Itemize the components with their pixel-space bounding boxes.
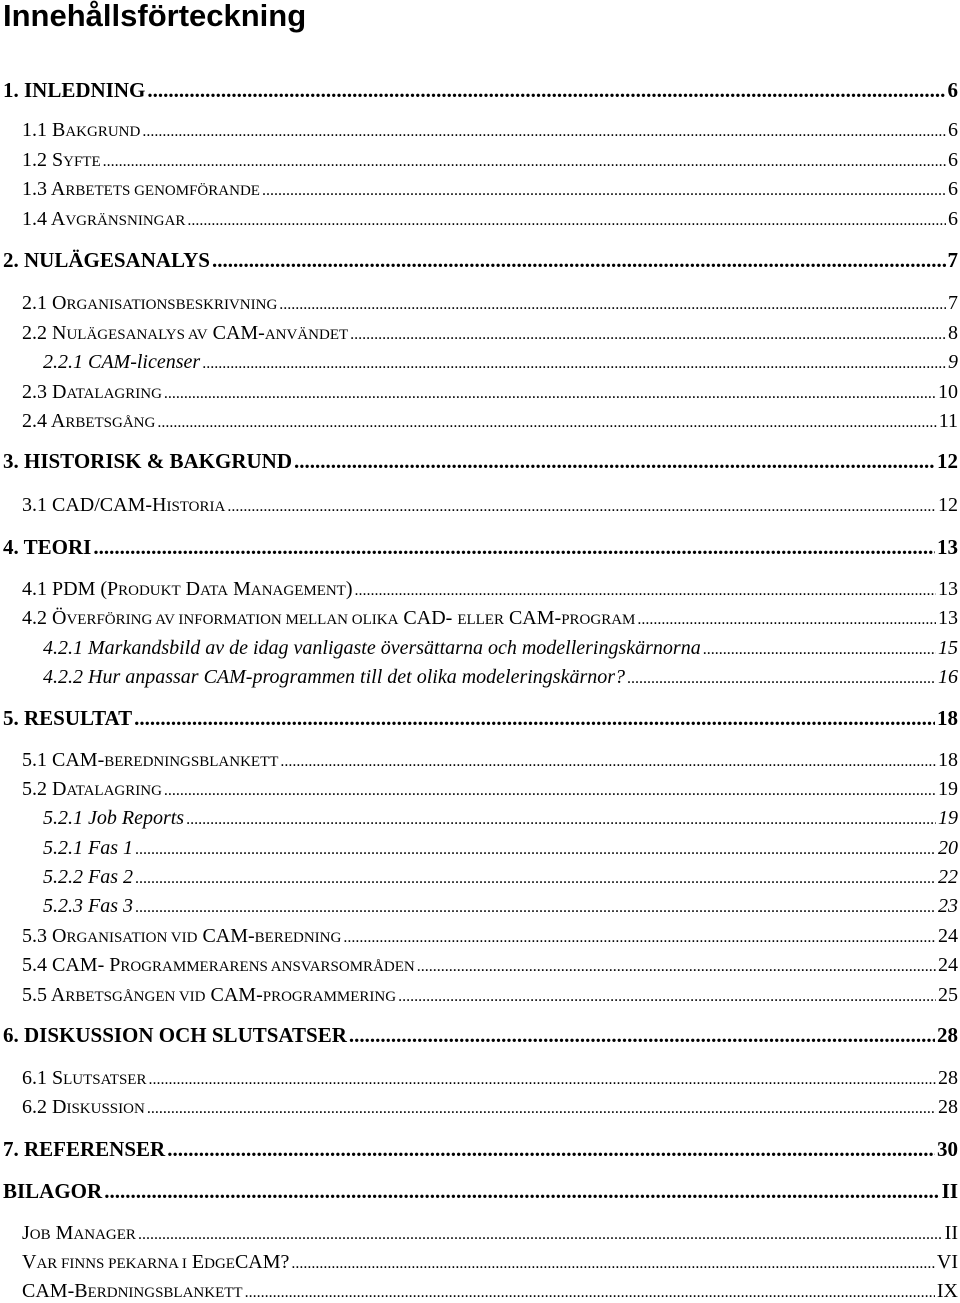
toc-entry[interactable] [0, 837, 958, 860]
page-number: 19 [938, 778, 958, 800]
title-text: D [180, 578, 201, 600]
page-number: II [944, 1222, 958, 1244]
title-text: 6.2 D [22, 1096, 67, 1118]
small-caps-text: YFTE [63, 154, 101, 170]
small-caps-text: ISKUSSION [66, 1101, 145, 1117]
dot-leader [349, 1023, 935, 1048]
toc-entry[interactable] [0, 208, 958, 231]
toc-entry[interactable] [0, 1096, 958, 1119]
title-text: E [186, 1251, 205, 1273]
page-number: 6 [948, 178, 958, 200]
toc-entry[interactable] [0, 578, 958, 601]
title-text: 5.4 CAM- P [22, 954, 121, 976]
toc-entry-title [0, 984, 396, 1007]
toc-entry-title [0, 1280, 243, 1303]
toc-entry[interactable] [0, 1222, 958, 1245]
small-caps-text: ELLER [457, 612, 504, 628]
toc-entry[interactable] [0, 449, 958, 474]
page-number: VI [936, 1251, 958, 1273]
title-text: 3.1 CAD/CAM-H [22, 494, 167, 516]
title-text: 5.3 O [22, 925, 67, 947]
toc-entry-title [0, 322, 348, 345]
title-text: ) [345, 578, 353, 600]
dot-leader [294, 449, 935, 474]
title-text: CAM- [205, 984, 263, 1006]
page-number: 6 [948, 208, 958, 230]
toc-entry-title [0, 381, 162, 404]
page-number: 8 [948, 322, 958, 344]
toc-entry[interactable] [0, 984, 958, 1007]
dot-leader [227, 498, 936, 516]
dot-leader [134, 706, 935, 731]
dot-leader [627, 670, 936, 688]
dot-leader [279, 296, 946, 314]
page-number: 22 [938, 866, 958, 888]
page-number: 18 [938, 749, 958, 771]
toc-entry-title [0, 954, 415, 977]
page-number: 18 [937, 706, 958, 730]
toc-entry-title: 7. REFERENSER [3, 1137, 166, 1161]
toc-entry-title: BILAGOR [3, 1179, 103, 1203]
toc-entry-title [0, 149, 101, 172]
toc-entry[interactable] [0, 954, 958, 977]
dot-leader [350, 326, 946, 344]
small-caps-text: PROGRAMMERING [262, 989, 397, 1005]
toc-entry-title: 1. INLEDNING [3, 78, 146, 102]
page-title: Innehållsförteckning [3, 0, 307, 33]
toc-entry-title [0, 119, 140, 142]
toc-entry-title: 2. NULÄGESANALYS [3, 248, 210, 272]
dot-leader [398, 988, 936, 1006]
small-caps-text: ATALAGRING [66, 386, 162, 402]
dot-leader [135, 870, 936, 888]
small-caps-text: AKGRUND [65, 124, 141, 140]
toc-entry-title [0, 1251, 289, 1274]
toc-entry[interactable] [0, 1023, 958, 1048]
toc-entry[interactable] [0, 149, 958, 172]
small-caps-text: RGANISATION VID [66, 930, 198, 946]
title-text: CAM-B [22, 1280, 88, 1302]
toc-entry-title [0, 1096, 145, 1119]
dot-leader [164, 385, 936, 403]
dot-leader [343, 929, 936, 947]
dot-leader [164, 782, 936, 800]
page-number: 7 [947, 248, 958, 272]
toc-entry-title [0, 749, 278, 772]
toc-entry-title: 5.2.1 Job Reports [43, 807, 185, 829]
title-text: J [22, 1222, 30, 1244]
title-text: 4.1 PDM (P [22, 578, 119, 600]
toc-entry[interactable] [0, 119, 958, 142]
page-number: 15 [938, 637, 958, 659]
page-number: 7 [948, 292, 958, 314]
toc-entry[interactable] [0, 866, 958, 889]
toc-entry[interactable] [0, 292, 958, 315]
toc-entry-title [0, 1067, 146, 1090]
title-text: 2.1 O [22, 292, 67, 314]
toc-entry[interactable] [0, 178, 958, 201]
page-number: 28 [938, 1096, 958, 1118]
dot-leader [245, 1284, 935, 1302]
dot-leader [417, 958, 936, 976]
title-text: 2.4 A [22, 410, 66, 432]
dot-leader [147, 1100, 936, 1118]
dot-leader [291, 1255, 934, 1273]
small-caps-text: BEREDNINGSBLANKETT [104, 754, 279, 770]
toc-entry-title: 3. HISTORISK & BAKGRUND [3, 449, 292, 473]
toc-entry[interactable] [0, 1067, 958, 1090]
small-caps-text: ANAGER [73, 1227, 136, 1243]
page-number: II [941, 1179, 958, 1203]
small-caps-text: BEREDNING [254, 930, 342, 946]
toc-entry-title [0, 292, 277, 315]
small-caps-text: ATA [200, 583, 229, 599]
page-number: 6 [948, 119, 958, 141]
title-text: 1.3 A [22, 178, 66, 200]
dot-leader [262, 182, 946, 200]
title-text: 5.2 D [22, 778, 67, 800]
toc-entry-title [0, 1222, 136, 1245]
toc-entry[interactable] [0, 666, 958, 689]
dot-leader [280, 753, 936, 771]
toc-entry[interactable] [0, 637, 958, 660]
toc-entry-title: 5.2.3 Fas 3 [43, 895, 133, 917]
dot-leader [135, 841, 936, 859]
dot-leader [103, 153, 946, 171]
toc-entry[interactable] [0, 1179, 958, 1204]
toc-entry[interactable] [0, 607, 958, 630]
page-number: 12 [938, 494, 958, 516]
dot-leader [135, 899, 936, 917]
page-number: 24 [938, 925, 958, 947]
page-number: 6 [948, 149, 958, 171]
toc-entry[interactable] [0, 351, 958, 374]
small-caps-text: VERFÖRING AV INFORMATION MELLAN OLIKA [66, 612, 399, 628]
toc-entry[interactable] [0, 807, 958, 830]
dot-leader [93, 535, 935, 560]
small-caps-text: PROGRAM [561, 612, 636, 628]
small-caps-text: RBETSGÅNGEN VID [65, 989, 206, 1005]
page-number: 20 [938, 837, 958, 859]
page-number: 28 [938, 1067, 958, 1089]
page-number: 16 [938, 666, 958, 688]
dot-leader [157, 414, 936, 432]
small-caps-text: RODUKT [118, 583, 181, 599]
toc-entry-title [0, 208, 185, 231]
toc-entry[interactable] [0, 706, 958, 731]
dot-leader [187, 212, 946, 230]
small-caps-text: AR FINNS PEKARNA I [36, 1256, 187, 1272]
toc-entry-title: 4.2.1 Markandsbild av de idag vanligaste översättarna och modelleringskärnorna [43, 637, 701, 659]
dot-leader [148, 1071, 936, 1089]
toc-entry-title: 5.2.2 Fas 2 [43, 866, 133, 888]
toc-entry-title: 5.2.1 Fas 1 [43, 837, 133, 859]
toc-entry-title: 5. RESULTAT [3, 706, 133, 730]
page-number: 13 [938, 578, 958, 600]
page-number: 28 [937, 1023, 958, 1047]
title-text: M [228, 578, 251, 600]
page-number: IX [936, 1280, 958, 1302]
title-text: CAM- [207, 322, 265, 344]
toc-entry-title [0, 607, 635, 630]
dot-leader [703, 641, 936, 659]
dot-leader [212, 248, 946, 273]
dot-leader [186, 811, 936, 829]
small-caps-text: LUTSATSER [63, 1072, 147, 1088]
dot-leader [142, 123, 946, 141]
toc-entry-title [0, 178, 260, 201]
toc-entry-title [0, 925, 341, 948]
title-text: 1.2 S [22, 149, 64, 171]
small-caps-text: ANVÄNDET [264, 327, 349, 343]
page-number: 9 [948, 351, 958, 373]
small-caps-text: ATALAGRING [66, 783, 162, 799]
title-text: CAM- [197, 925, 255, 947]
small-caps-text: DGE [204, 1256, 235, 1272]
dot-leader [104, 1179, 939, 1204]
dot-leader [138, 1226, 943, 1244]
toc-entry[interactable] [0, 381, 958, 404]
title-text: CAM- [503, 607, 562, 629]
toc-entry[interactable] [0, 78, 958, 103]
small-caps-text: RGANISATIONSBESKRIVNING [66, 297, 278, 313]
toc-entry-title: 6. DISKUSSION OCH SLUTSATSER [3, 1023, 347, 1047]
toc-entry[interactable] [0, 1137, 958, 1162]
title-text: 5.5 A [22, 984, 66, 1006]
title-text: 2.3 D [22, 381, 67, 403]
toc-entry-title [0, 778, 162, 801]
toc-entry[interactable] [0, 925, 958, 948]
toc-entry[interactable] [0, 778, 958, 801]
page-number: 25 [938, 984, 958, 1006]
page-number: 10 [938, 381, 958, 403]
dot-leader [167, 1137, 935, 1162]
toc-entry[interactable] [0, 322, 958, 345]
dot-leader [147, 78, 945, 103]
toc-entry-title: 4.2.2 Hur anpassar CAM-programmen till det olika modeleringskärnor? [43, 666, 626, 688]
small-caps-text: ULÄGESANALYS AV [66, 327, 208, 343]
title-text: CAD- [398, 607, 458, 629]
page-number: 30 [937, 1137, 958, 1161]
small-caps-text: ERDNINGSBLANKETT [87, 1285, 243, 1301]
page-number: 6 [947, 78, 958, 102]
toc-entry[interactable] [0, 248, 958, 273]
small-caps-text: OB [29, 1227, 51, 1243]
title-text: 1.4 A [22, 208, 66, 230]
toc-entry-title [0, 494, 225, 517]
title-text: 1.1 B [22, 119, 66, 141]
toc-entry[interactable] [0, 895, 958, 918]
toc-entry[interactable] [0, 410, 958, 433]
small-caps-text: ANAGEMENT [250, 583, 346, 599]
small-caps-text: VGRÄNSNINGAR [65, 213, 186, 229]
page-number: 23 [938, 895, 958, 917]
toc-entry[interactable] [0, 494, 958, 517]
toc-entry-title: 4. TEORI [3, 535, 92, 559]
toc-entry[interactable] [0, 535, 958, 560]
toc-entry[interactable] [0, 1280, 958, 1303]
title-text: M [50, 1222, 74, 1244]
title-text: 2.2 N [22, 322, 67, 344]
toc-entry[interactable] [0, 749, 958, 772]
small-caps-text: ROGRAMMERARENS ANSVARSOMRÅDEN [120, 959, 415, 975]
small-caps-text: RBETETS GENOMFÖRANDE [65, 183, 260, 199]
page-number: 24 [938, 954, 958, 976]
dot-leader [202, 355, 946, 373]
page-number: 19 [938, 807, 958, 829]
small-caps-text: RBETSGÅNG [65, 415, 156, 431]
toc-entry-title [0, 578, 353, 601]
page-number: 13 [938, 607, 958, 629]
page-number: 11 [938, 410, 958, 432]
toc-entry-title [0, 410, 155, 433]
toc-entry-title: 2.2.1 CAM-licenser [43, 351, 201, 373]
title-text: V [22, 1251, 37, 1273]
title-text: 5.1 CAM- [22, 749, 105, 771]
toc-entry[interactable] [0, 1251, 958, 1274]
title-text: 4.2 Ö [22, 607, 67, 629]
title-text: 6.1 S [22, 1067, 64, 1089]
dot-leader [355, 582, 936, 600]
dot-leader [637, 611, 936, 629]
page-number: 13 [937, 535, 958, 559]
title-text: CAM? [234, 1251, 290, 1273]
page-number: 12 [937, 449, 958, 473]
small-caps-text: ISTORIA [166, 499, 226, 515]
